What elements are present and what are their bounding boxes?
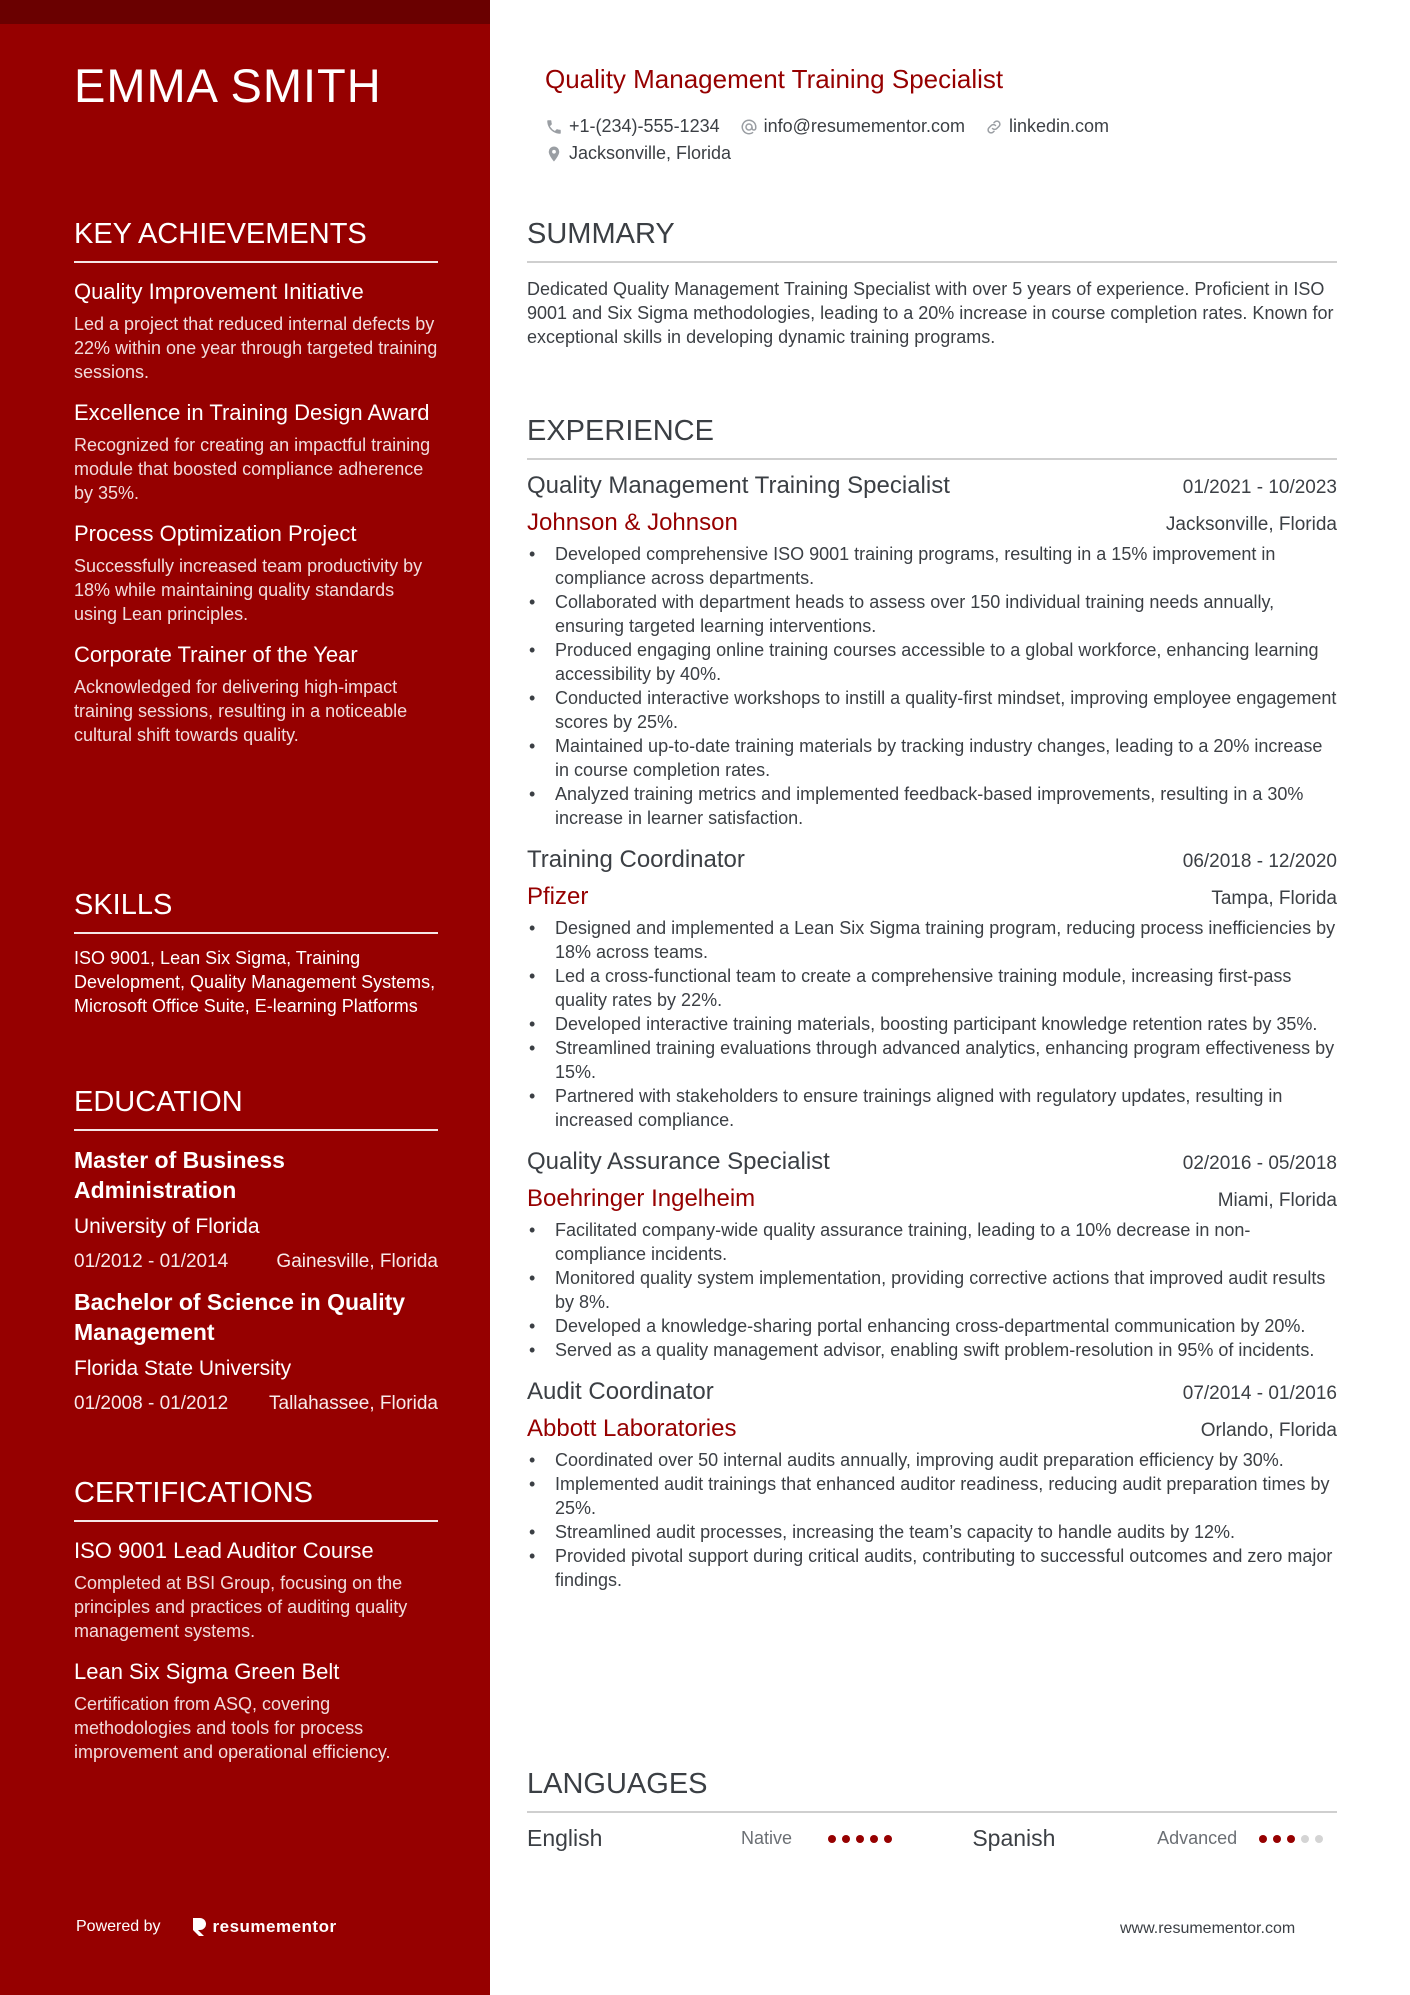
job-company: Pfizer [527, 883, 589, 910]
rating-dot-filled [1259, 1835, 1267, 1843]
languages-row [527, 1825, 1337, 1852]
job-bullet: • Streamlined training evaluations through advanced analytics, enhancing program effectiveness by 15%. [527, 1036, 1337, 1084]
rating-dot-filled [828, 1835, 836, 1843]
language-level: Advanced [1157, 1828, 1238, 1848]
rating-dot-filled [842, 1835, 850, 1843]
job-bullet: • Conducted interactive workshops to instill a quality-first mindset, improving employee engagement scores by 25%. [527, 686, 1337, 734]
rating-dot-filled [1273, 1835, 1281, 1843]
job-bullet: • Analyzed training metrics and implemented feedback-based improvements, resulting in a 30% increase in learner satisfaction. [527, 782, 1337, 830]
achievement-item [74, 519, 438, 626]
job-location: Orlando, Florida [1200, 1420, 1337, 1441]
job-bullet: • Served as a quality management advisor, enabling swift problem-resolution in 95% of incidents. [527, 1338, 1337, 1362]
job-bullets [527, 916, 1337, 1132]
brand-name: resumementor [212, 1917, 337, 1936]
skills-list: ISO 9001, Lean Six Sigma, Training Development, Quality Management Systems, Microsoft Office Suite, E-learning Platforms [74, 948, 436, 1016]
achievement-desc: Acknowledged for delivering high-impact training sessions, resulting in a noticeable cultural shift towards quality. [74, 677, 408, 745]
job-entry [527, 844, 1337, 1132]
languages-heading: LANGUAGES [527, 1768, 1337, 1813]
achievement-desc: Led a project that reduced internal defects by 22% within one year through targeted training sessions. [74, 314, 438, 382]
rating-dot-filled [870, 1835, 878, 1843]
skills-section [74, 889, 438, 1018]
summary-text: Dedicated Quality Management Training Specialist with over 5 years of experience. Proficient in ISO 9001 and Six Sigma methodologies, leading to a 20% increase in course completion rates. Known for exceptional skills in developing dynamic training programs. [527, 279, 1334, 347]
summary-heading: SUMMARY [527, 218, 1337, 263]
certifications-section [74, 1477, 438, 1764]
job-dates: 07/2014 - 01/2016 [1182, 1383, 1337, 1404]
job-dates: 02/2016 - 05/2018 [1182, 1153, 1337, 1174]
language-level: Native [740, 1828, 792, 1848]
contact-info [545, 113, 1305, 167]
education-school: University of Florida [74, 1215, 260, 1238]
education-item [74, 1145, 438, 1273]
job-entry [527, 1146, 1337, 1362]
job-header [527, 1376, 1337, 1408]
job-subheader [527, 882, 1337, 912]
job-title: Training Coordinator [527, 846, 745, 873]
job-bullet: • Developed comprehensive ISO 9001 training programs, resulting in a 15% improvement in compliance across departments. [527, 542, 1337, 590]
phone-text: +1-(234)-555-1234 [569, 116, 720, 136]
job-subheader [527, 1414, 1337, 1444]
contact-row [545, 113, 1305, 140]
contact-row [545, 140, 1305, 167]
job-bullets [527, 1218, 1337, 1362]
job-dates: 06/2018 - 12/2020 [1182, 851, 1337, 872]
rating-dot-filled [856, 1835, 864, 1843]
achievement-desc: Successfully increased team productivity by 18% while maintaining quality standards using Lean principles. [74, 556, 423, 624]
job-bullet: • Developed a knowledge-sharing portal enhancing cross-departmental communication by 20%. [527, 1314, 1337, 1338]
job-location: Tampa, Florida [1211, 888, 1337, 909]
experience-heading: EXPERIENCE [527, 415, 1337, 460]
job-entry [527, 1376, 1337, 1592]
job-bullet: • Partnered with stakeholders to ensure trainings aligned with regulatory updates, resulting in increased compliance. [527, 1084, 1337, 1132]
education-item [74, 1287, 438, 1415]
summary-section [527, 218, 1337, 349]
achievement-title: Process Optimization Project [74, 521, 357, 546]
job-location: Miami, Florida [1217, 1190, 1337, 1211]
job-bullet: • Designed and implemented a Lean Six Sigma training program, reducing process inefficiencies by 18% across teams. [527, 916, 1337, 964]
certification-item [74, 1657, 438, 1764]
powered-by-label: Powered by [76, 1918, 161, 1935]
job-bullet: • Streamlined audit processes, increasing the team’s capacity to handle audits by 12%. [527, 1520, 1337, 1544]
at-sign-icon [740, 118, 758, 136]
achievement-title: Excellence in Training Design Award [74, 400, 430, 425]
achievement-item [74, 398, 438, 505]
education-heading: EDUCATION [74, 1086, 438, 1131]
job-subheader [527, 508, 1337, 538]
skills-heading: SKILLS [74, 889, 438, 934]
education-degree: Bachelor of Science in Quality Management [74, 1289, 406, 1345]
linkedin-text: linkedin.com [1008, 116, 1110, 136]
location-pin-icon [545, 145, 563, 163]
certification-desc: Completed at BSI Group, focusing on the principles and practices of auditing quality management systems. [74, 1573, 408, 1641]
achievement-item [74, 640, 438, 747]
job-bullet: • Maintained up-to-date training materials by tracking industry changes, leading to a 20% increase in course completion rates. [527, 734, 1337, 782]
job-bullet: • Coordinated over 50 internal audits annually, improving audit preparation efficiency by 30%. [527, 1448, 1337, 1472]
footer-url[interactable]: www.resumementor.com [1120, 1920, 1296, 1937]
job-bullet: • Developed interactive training materials, boosting participant knowledge retention rates by 35%. [527, 1012, 1337, 1036]
job-title: Quality Management Training Specialist [527, 472, 950, 499]
job-subheader [527, 1184, 1337, 1214]
education-section [74, 1086, 438, 1415]
job-bullet: • Implemented audit trainings that enhanced auditor readiness, reducing audit preparation times by 25%. [527, 1472, 1337, 1520]
job-headline: Quality Management Training Specialist [545, 64, 1004, 94]
language-name: Spanish [972, 1825, 1056, 1851]
job-bullets [527, 542, 1337, 830]
language-rating [828, 1835, 940, 1843]
job-bullet: • Collaborated with department heads to assess over 150 individual training needs annually, ensuring targeted learning interventions. [527, 590, 1337, 638]
job-title: Quality Assurance Specialist [527, 1148, 830, 1175]
contact-email[interactable] [740, 116, 965, 137]
education-location: Gainesville, Florida [276, 1251, 438, 1272]
language-name: English [527, 1825, 603, 1851]
education-location: Tallahassee, Florida [269, 1393, 438, 1414]
job-company: Boehringer Ingelheim [527, 1185, 756, 1212]
candidate-name: EMMA SMITH [74, 59, 382, 112]
job-bullet: • Produced engaging online training courses accessible to a global workforce, enhancing learning accessibility by 40%. [527, 638, 1337, 686]
job-entry [527, 470, 1337, 830]
phone-icon [545, 118, 563, 136]
achievement-desc: Recognized for creating an impactful training module that boosted compliance adherence by 35%. [74, 435, 431, 503]
certification-item [74, 1536, 438, 1643]
sidebar [0, 0, 490, 1995]
education-school: Florida State University [74, 1357, 292, 1380]
education-degree: Master of Business Administration [74, 1147, 285, 1203]
language-rating [1259, 1835, 1337, 1843]
achievements-section [74, 218, 438, 747]
experience-section [527, 415, 1337, 1592]
email-text: info@resumementor.com [763, 116, 965, 136]
certifications-heading: CERTIFICATIONS [74, 1477, 438, 1522]
job-company: Abbott Laboratories [527, 1415, 737, 1442]
rating-dot-filled [884, 1835, 892, 1843]
job-bullets [527, 1448, 1337, 1592]
achievement-item [74, 277, 438, 384]
languages-section [527, 1768, 1337, 1852]
job-dates: 01/2021 - 10/2023 [1182, 477, 1337, 498]
achievement-title: Corporate Trainer of the Year [74, 642, 358, 667]
contact-phone[interactable] [545, 116, 720, 137]
education-meta [74, 1251, 438, 1273]
job-header [527, 1146, 1337, 1178]
rating-dot-empty [1301, 1835, 1309, 1843]
job-location: Jacksonville, Florida [1165, 514, 1337, 535]
certification-title: ISO 9001 Lead Auditor Course [74, 1538, 374, 1563]
brand-logo[interactable] [191, 1917, 337, 1937]
achievements-heading: KEY ACHIEVEMENTS [74, 218, 438, 263]
job-header [527, 470, 1337, 502]
powered-by [76, 1917, 337, 1937]
resumementor-logo-icon [191, 1917, 207, 1937]
job-company: Johnson & Johnson [527, 509, 738, 536]
link-icon [985, 118, 1003, 136]
education-dates: 01/2008 - 01/2012 [74, 1393, 229, 1414]
rating-dot-empty [1315, 1835, 1323, 1843]
rating-dot-filled [1287, 1835, 1295, 1843]
job-bullet: • Facilitated company-wide quality assurance training, leading to a 10% decrease in non-compliance incidents. [527, 1218, 1337, 1266]
job-bullet: • Led a cross-functional team to create a comprehensive training module, increasing first-pass quality rates by 22%. [527, 964, 1337, 1012]
job-title: Audit Coordinator [527, 1378, 714, 1405]
certification-title: Lean Six Sigma Green Belt [74, 1659, 340, 1684]
contact-location [545, 143, 731, 164]
job-bullet: • Monitored quality system implementation, providing corrective actions that improved audit results by 8%. [527, 1266, 1337, 1314]
education-dates: 01/2012 - 01/2014 [74, 1251, 229, 1272]
location-text: Jacksonville, Florida [569, 143, 732, 163]
sidebar-top-bar [0, 0, 490, 24]
job-bullet: • Provided pivotal support during critical audits, contributing to successful outcomes and zero major findings. [527, 1544, 1337, 1592]
achievement-title: Quality Improvement Initiative [74, 279, 364, 304]
contact-linkedin[interactable] [985, 116, 1109, 137]
job-header [527, 844, 1337, 876]
certification-desc: Certification from ASQ, covering methodologies and tools for process improvement and operational efficiency. [74, 1694, 391, 1762]
education-meta [74, 1393, 438, 1415]
